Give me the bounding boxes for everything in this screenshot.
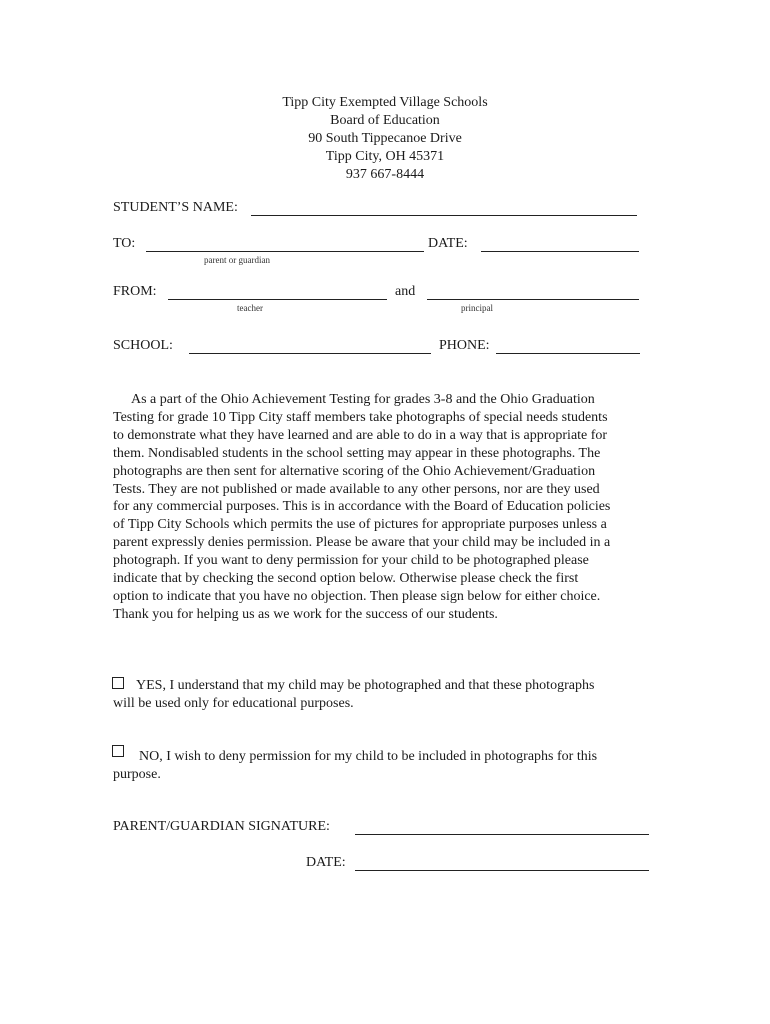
teacher-sublabel: teacher	[237, 303, 263, 313]
no-option-line2: purpose.	[113, 767, 161, 782]
phone-line[interactable]	[496, 353, 640, 354]
consent-paragraph	[113, 391, 658, 624]
letterhead	[0, 94, 770, 184]
paragraph-line: Thank you for helping us as we work for the success of our students.	[113, 606, 498, 622]
paragraph-line: for any commercial purposes. This is in accordance with the Board of Education policies	[113, 499, 611, 515]
student-name-row	[113, 200, 238, 216]
to-line[interactable]	[146, 251, 424, 252]
paragraph-line: parent expressly denies permission. Please be aware that your child may be included in a	[113, 535, 611, 551]
board-name: Board of Education	[330, 113, 440, 128]
paragraph-line: of Tipp City Schools which permits the use of pictures for appropriate purposes unless a	[113, 517, 607, 533]
paragraph-line: Tests. They are not published or made available to any other persons, nor are they used	[113, 481, 600, 497]
yes-option-line2: will be used only for educational purposes.	[113, 696, 354, 711]
paragraph-line: indicate that by checking the second option below. Otherwise please check the first	[113, 571, 579, 587]
signature-date-line[interactable]	[355, 870, 649, 871]
district-name: Tipp City Exempted Village Schools	[282, 95, 488, 110]
date-label-top: DATE:	[428, 236, 468, 251]
no-option-line1: NO, I wish to deny permission for my child to be included in photographs for this	[139, 749, 598, 764]
student-name-label: STUDENT’S NAME:	[113, 200, 238, 215]
phone-label: PHONE:	[439, 338, 490, 353]
paragraph-line: photograph. If you want to deny permission for your child to be photographed please	[113, 553, 589, 569]
date-line-top[interactable]	[481, 251, 639, 252]
yes-option-line1: YES, I understand that my child may be photographed and that these photographs	[136, 678, 595, 693]
city-state-zip: Tipp City, OH 45371	[325, 149, 445, 164]
paragraph-line: to demonstrate what they have learned and are able to do in a way that is appropriate for	[113, 427, 608, 443]
from-label: FROM:	[113, 284, 157, 299]
signature-date-label: DATE:	[306, 855, 346, 870]
signature-label: PARENT/GUARDIAN SIGNATURE:	[113, 819, 330, 834]
to-label: TO:	[113, 236, 136, 251]
paragraph-line: Testing for grade 10 Tipp City staff members take photographs of special needs students	[113, 409, 608, 425]
street-address: 90 South Tippecanoe Drive	[308, 131, 462, 146]
parent-guardian-sublabel: parent or guardian	[204, 255, 270, 265]
and-label: and	[395, 284, 416, 299]
signature-line[interactable]	[355, 834, 649, 835]
principal-line[interactable]	[427, 299, 639, 300]
school-label: SCHOOL:	[113, 338, 173, 353]
phone-number: 937 667-8444	[345, 167, 425, 182]
paragraph-line: As a part of the Ohio Achievement Testing for grades 3-8 and the Ohio Graduation	[131, 392, 595, 407]
teacher-line[interactable]	[168, 299, 387, 300]
yes-checkbox[interactable]	[112, 677, 124, 689]
no-checkbox[interactable]	[112, 745, 124, 757]
student-name-line[interactable]	[251, 215, 637, 216]
paragraph-line: them. Nondisabled students in the school setting may appear in these photographs. The	[113, 445, 601, 461]
principal-sublabel: principal	[461, 303, 493, 313]
paragraph-line: option to indicate that you have no objection. Then please sign below for either choice.	[113, 588, 601, 604]
school-line[interactable]	[189, 353, 431, 354]
paragraph-line: photographs are then sent for alternative scoring of the Ohio Achievement/Graduation	[113, 463, 596, 479]
